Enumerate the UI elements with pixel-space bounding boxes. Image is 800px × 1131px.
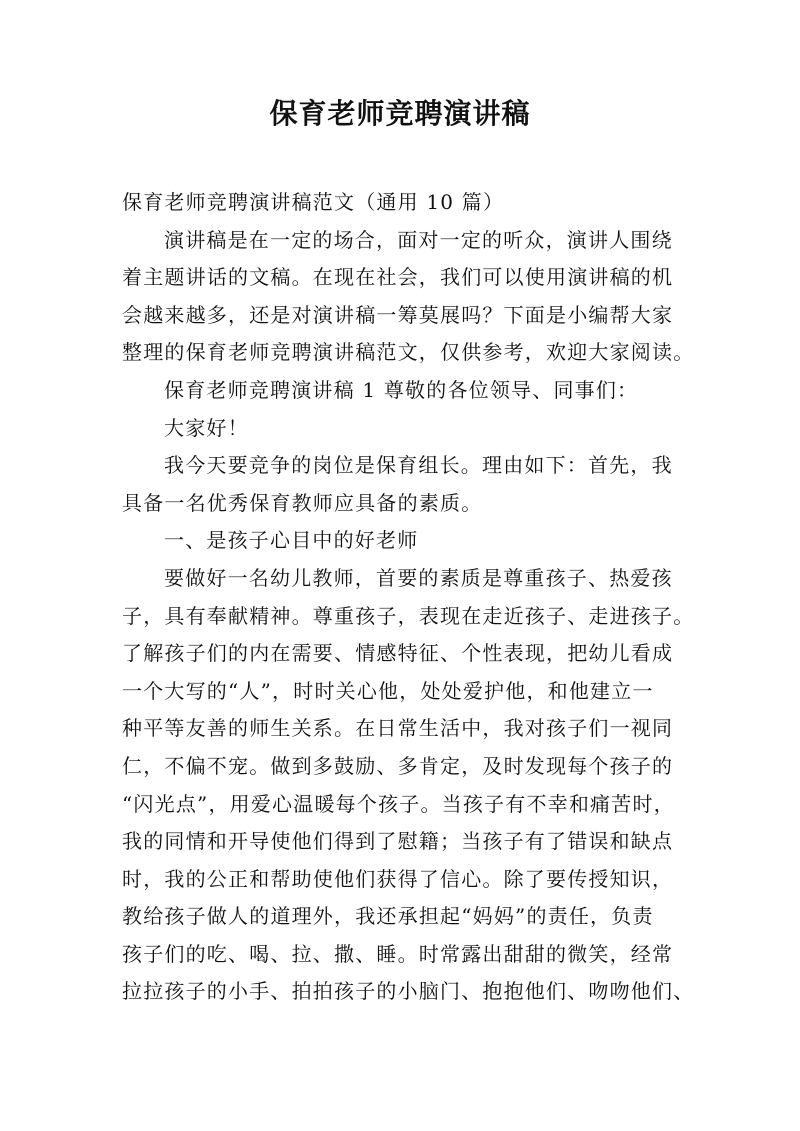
paragraph-line: 演讲稿是在一定的场合，面对一定的听众，演讲人围绕	[164, 227, 673, 252]
document-title: 保育老师竞聘演讲稿	[269, 97, 531, 130]
paragraph-line: 我今天要竞争的岗位是保育组长。理由如下：首先，我	[164, 453, 673, 478]
paragraph-line: 着主题讲话的文稿。在现在社会，我们可以使用演讲稿的机	[122, 265, 674, 290]
paragraph-line: 教给孩子做人的道理外，我还承担起“妈妈”的责任，负责	[122, 904, 654, 929]
paragraph-line: 拉拉孩子的小手、拍拍孩子的小脑门、抱抱他们、吻吻他们、	[122, 979, 695, 1004]
paragraph-line: 保育老师竞聘演讲稿 1 尊敬的各位领导、同事们：	[164, 377, 639, 402]
paragraph-line: “闪光点”，用爱心温暖每个孩子。当孩子有不幸和痛苦时，	[122, 791, 675, 816]
document-body	[122, 184, 695, 1011]
subtitle-line: 保育老师竞聘演讲稿范文（通用 10 篇）	[122, 190, 505, 214]
paragraph-line: 种平等友善的师生关系。在日常生活中，我对孩子们一视同	[122, 716, 674, 741]
section-heading: 一、是孩子心目中的好老师	[164, 528, 419, 553]
paragraph-line: 要做好一名幼儿教师，首要的素质是尊重孩子、热爱孩	[164, 565, 673, 590]
paragraph-line: 我的同情和开导使他们得到了慰籍；当孩子有了错误和缺点	[122, 829, 674, 854]
paragraph-line: 子，具有奉献精神。尊重孩子，表现在走近孩子、走进孩子。	[122, 603, 695, 628]
paragraph-line: 会越来越多，还是对演讲稿一筹莫展吗？下面是小编帮大家	[122, 302, 674, 327]
paragraph-line: 仁，不偏不宠。做到多鼓励、多肯定，及时发现每个孩子的	[122, 753, 674, 778]
paragraph-line: 一个大写的“人”，时时关心他，处处爱护他，和他建立一	[122, 678, 654, 703]
paragraph-line: 具备一名优秀保育教师应具备的素质。	[122, 490, 483, 515]
paragraph-line: 整理的保育老师竞聘演讲稿范文，仅供参考，欢迎大家阅读。	[122, 340, 695, 365]
paragraph-line: 孩子们的吃、喝、拉、撒、睡。时常露出甜甜的微笑，经常	[122, 941, 674, 966]
paragraph-line: 了解孩子们的内在需要、情感特征、个性表现，把幼儿看成	[122, 641, 674, 666]
paragraph-line: 大家好！	[164, 415, 249, 440]
paragraph-line: 时，我的公正和帮助使他们获得了信心。除了要传授知识，	[122, 866, 674, 891]
